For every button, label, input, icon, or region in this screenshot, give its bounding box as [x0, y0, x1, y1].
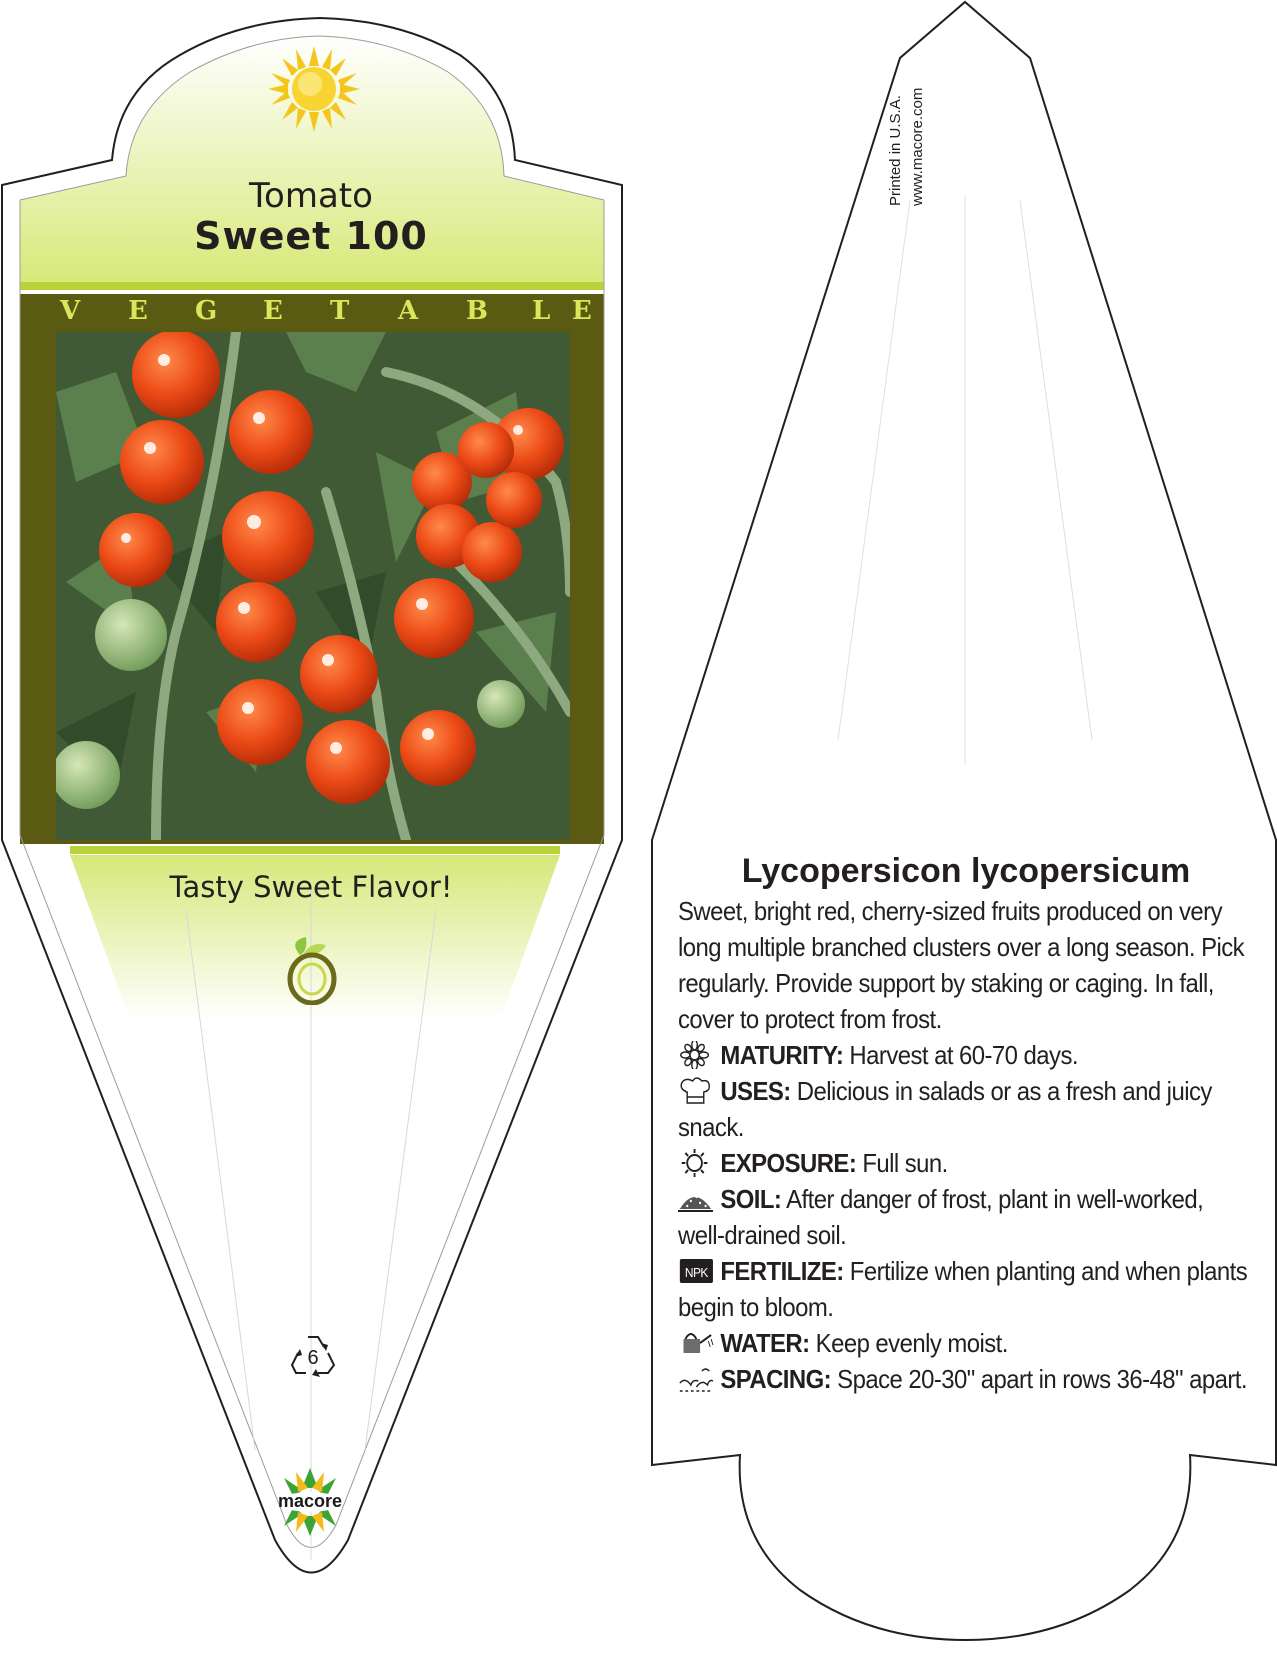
care-fertilize: NPK FERTILIZE: Fertilize when planting and when plants begin to bloom. — [678, 1256, 1248, 1322]
soil-icon — [678, 1185, 715, 1213]
category-letter: L — [532, 296, 551, 326]
sun-icon — [268, 46, 360, 132]
category-label — [20, 294, 606, 330]
flower-icon — [678, 1041, 715, 1069]
recycle-icon — [288, 1333, 338, 1377]
back-text-block — [678, 852, 1254, 1397]
category-letter: B — [466, 296, 488, 326]
macore-logo — [262, 1467, 358, 1537]
care-water: WATER: Keep evenly moist. — [678, 1325, 1254, 1361]
npk-icon — [678, 1257, 715, 1285]
category-letter: E — [263, 296, 283, 326]
variety-name: Sweet 100 — [194, 214, 428, 258]
full-sun-icon — [678, 1149, 715, 1177]
common-name: Tomato — [249, 176, 373, 216]
tagline: Tasty Sweet Flavor! — [169, 870, 453, 904]
printed-in-text: Printed in U.S.A. — [887, 95, 904, 206]
care-maturity: MATURITY: Harvest at 60-70 days. — [678, 1037, 1254, 1073]
website-text: www.macore.com — [909, 87, 926, 206]
printed-notice — [885, 0, 929, 206]
logo-text: macore — [277, 1491, 343, 1511]
category-letter: A — [398, 296, 419, 326]
category-letter: E — [128, 296, 148, 326]
annual-plant-icon — [286, 935, 340, 1005]
category-letter: G — [195, 296, 218, 326]
description: Sweet, bright red, cherry-sized fruits produced on very long multiple branched clusters over a long season. Pick regularly. Provide support by staking or caging. In fall, cover to protect from frost. — [678, 896, 1245, 1034]
latin-name: Lycopersicon lycopersicum — [741, 852, 1191, 890]
care-soil: SOIL: After danger of frost, plant in well-worked, well-drained soil. — [678, 1184, 1204, 1250]
care-exposure: EXPOSURE: Full sun. — [678, 1145, 1254, 1181]
svg-text:NPK: NPK — [684, 1265, 708, 1281]
watering-can-icon — [678, 1329, 715, 1357]
spacing-icon — [678, 1365, 715, 1393]
chef-hat-icon — [678, 1077, 715, 1105]
product-photo — [56, 332, 570, 840]
category-letter: T — [330, 296, 350, 326]
care-uses: USES: Delicious in salads or as a fresh and juicy snack. — [678, 1076, 1212, 1142]
category-letter: E — [572, 296, 592, 326]
recycle-number: 6 — [307, 1347, 319, 1369]
category-letter: V — [60, 296, 81, 326]
care-spacing: SPACING: Space 20-30" apart in rows 36-48" apart. — [678, 1361, 1254, 1397]
